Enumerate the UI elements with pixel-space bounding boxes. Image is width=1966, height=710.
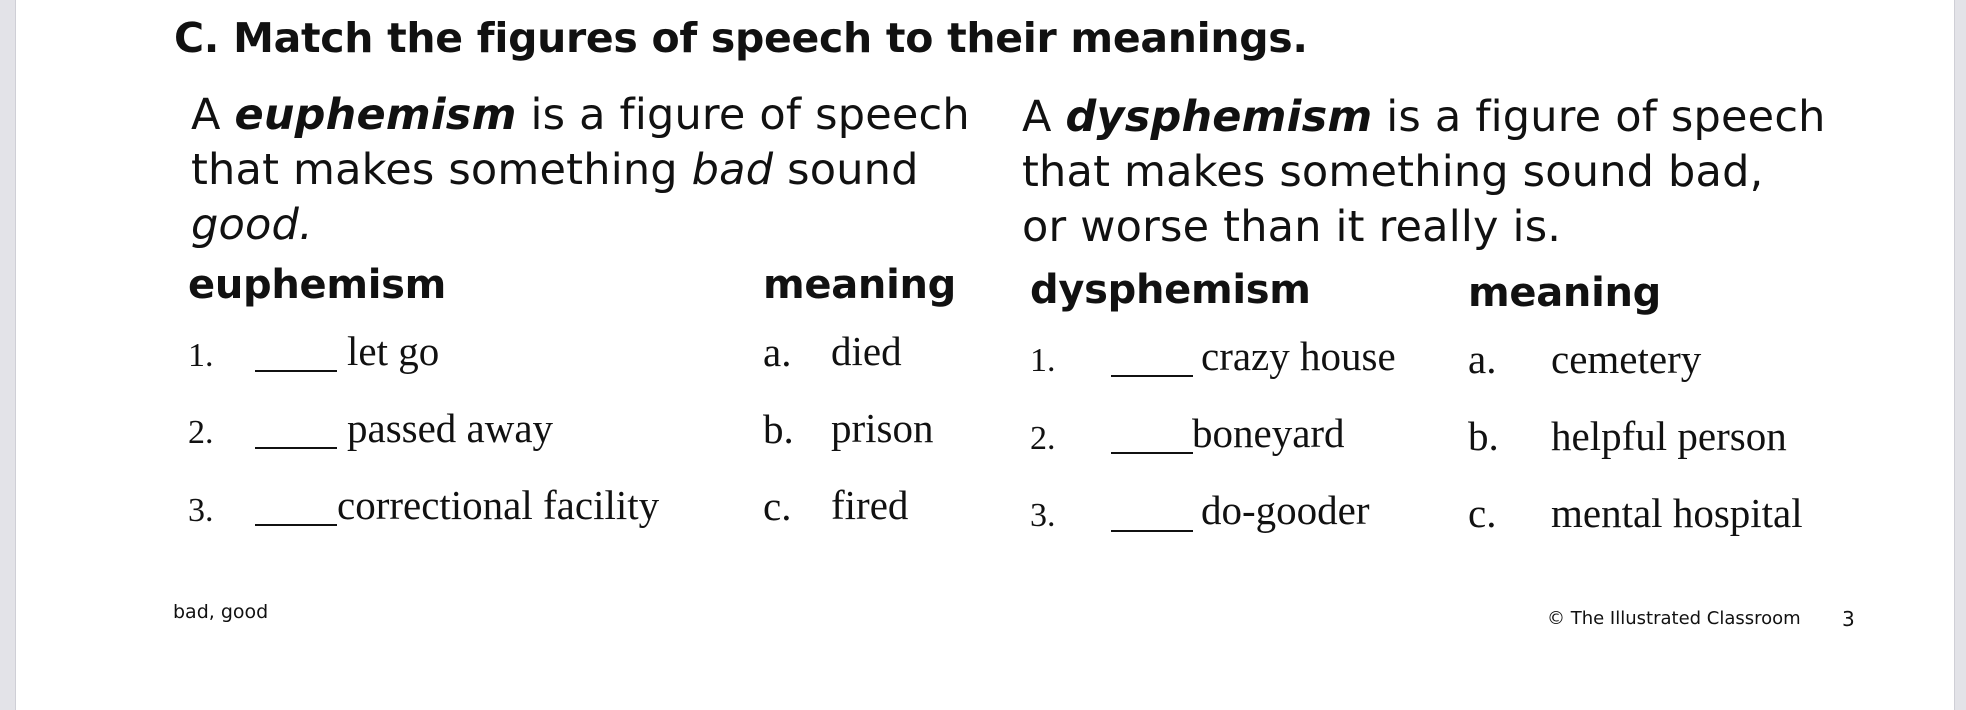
answer-blank[interactable] bbox=[255, 447, 337, 449]
def-text: sound bbox=[787, 145, 919, 195]
item-number: 2. bbox=[1030, 420, 1056, 457]
def-line-2: that makes something sound bad, bbox=[1022, 147, 1764, 197]
def-text: that makes something bbox=[191, 145, 678, 195]
meaning-letter: b. bbox=[1468, 413, 1499, 459]
meaning-text: helpful person bbox=[1551, 413, 1787, 459]
def-article: A bbox=[191, 90, 221, 140]
def-line-3 bbox=[191, 198, 970, 253]
def-article: A bbox=[1022, 92, 1052, 142]
meaning-letter: c. bbox=[763, 483, 792, 529]
page-left-edge bbox=[0, 0, 16, 710]
dysphemism-phrase: do-gooder bbox=[1201, 487, 1370, 533]
meaning-text: cemetery bbox=[1551, 336, 1702, 382]
item-number: 3. bbox=[188, 492, 214, 529]
section-heading bbox=[174, 14, 1308, 62]
meaning-letter: a. bbox=[1468, 336, 1497, 382]
answer-blank[interactable] bbox=[255, 370, 337, 372]
dysphemism-phrase: boneyard bbox=[1192, 410, 1345, 456]
def-line-3: or worse than it really is. bbox=[1022, 202, 1562, 252]
page-right-edge bbox=[1954, 0, 1966, 710]
dysphemism-definition bbox=[1022, 90, 1826, 255]
def-emphasis: good. bbox=[191, 200, 313, 250]
euphemism-phrase: passed away bbox=[347, 405, 554, 451]
def-term: euphemism bbox=[234, 90, 517, 140]
item-number: 2. bbox=[188, 414, 214, 451]
def-text: is a figure of speech bbox=[1386, 92, 1826, 142]
def-line-1 bbox=[1022, 90, 1826, 145]
item-number: 3. bbox=[1030, 497, 1056, 534]
footer-keywords: bad, good bbox=[173, 601, 269, 623]
page-number: 3 bbox=[1842, 607, 1855, 631]
euphemism-column-header: euphemism bbox=[188, 262, 447, 308]
euphemism-phrase: let go bbox=[347, 328, 440, 374]
answer-blank[interactable] bbox=[255, 524, 337, 526]
euphemism-phrase: correctional facility bbox=[337, 482, 660, 528]
section-title: Match the figures of speech to their meanings. bbox=[233, 14, 1308, 62]
answer-blank[interactable] bbox=[1111, 452, 1193, 454]
def-text: is a figure of speech bbox=[530, 90, 970, 140]
answer-blank[interactable] bbox=[1111, 375, 1193, 377]
dysphemism-phrase: crazy house bbox=[1201, 333, 1396, 379]
item-number: 1. bbox=[1030, 342, 1056, 379]
dysphemism-column-header: dysphemism bbox=[1030, 267, 1311, 313]
meaning-text: prison bbox=[831, 405, 934, 451]
answer-blank[interactable] bbox=[1111, 530, 1193, 532]
euphemism-definition bbox=[191, 88, 970, 253]
copyright-text: © The Illustrated Classroom bbox=[1547, 608, 1801, 629]
meaning-text: mental hospital bbox=[1551, 490, 1803, 536]
meaning-letter: a. bbox=[763, 329, 792, 375]
def-emphasis: bad bbox=[691, 145, 774, 195]
def-line-2 bbox=[191, 143, 970, 198]
meaning-letter: b. bbox=[763, 406, 794, 452]
meaning-text: died bbox=[831, 328, 902, 374]
item-number: 1. bbox=[188, 337, 214, 374]
def-term: dysphemism bbox=[1065, 92, 1373, 142]
meaning-letter: c. bbox=[1468, 490, 1497, 536]
meaning-column-header: meaning bbox=[763, 262, 956, 308]
def-line-1 bbox=[191, 88, 970, 143]
meaning-text: fired bbox=[831, 482, 909, 528]
meaning-column-header: meaning bbox=[1468, 270, 1661, 316]
section-letter: C. bbox=[174, 14, 220, 62]
